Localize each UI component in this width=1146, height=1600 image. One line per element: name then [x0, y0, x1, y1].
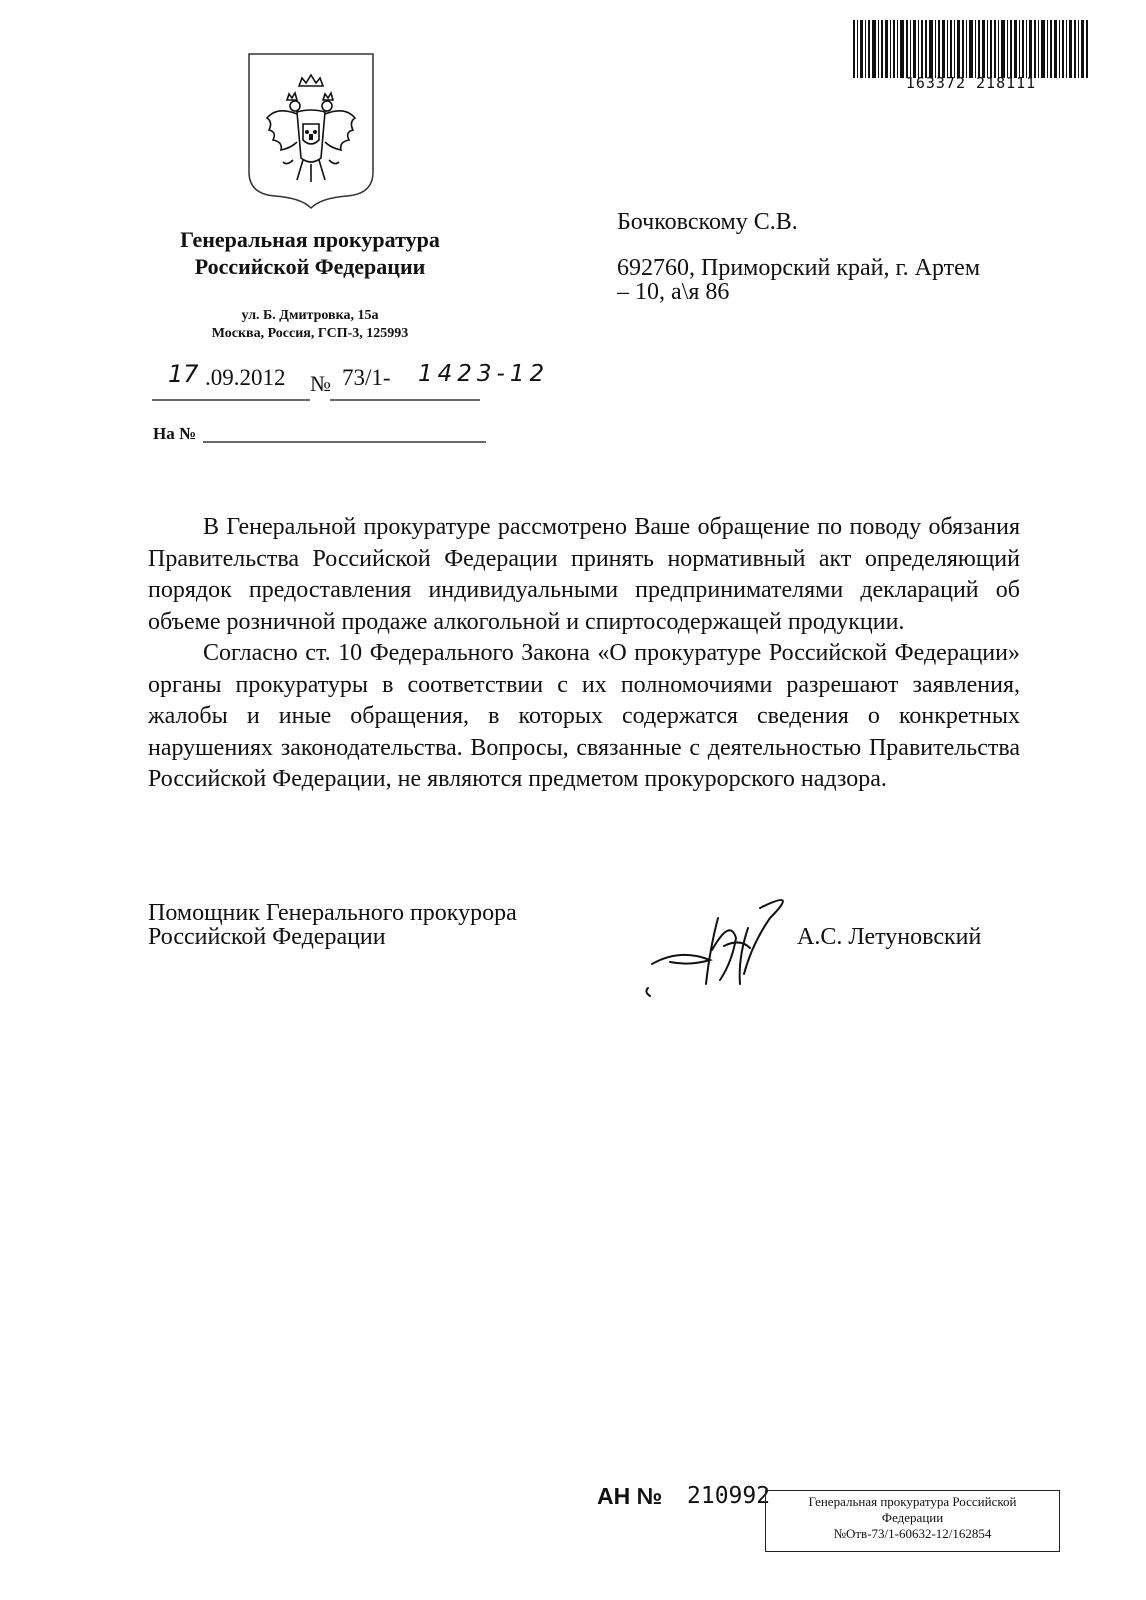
handwritten-signature — [640, 888, 810, 998]
body-paragraph-2: Согласно ст. 10 Федерального Закона «О прокуратуре Российской Федерации» органы прокуратуры в соответствии с их полномочиями разрешают заявления, жалобы и иные обращения, в которых содержатся сведения о конкретных нарушениях законодательства. Вопросы, связанные с деятельностью Правительства Российской Федерации, не являются предметом прокурорского надзора. — [148, 640, 1020, 792]
form-number: 210992 — [687, 1483, 771, 1509]
letter-body — [148, 512, 1020, 796]
signer-name: А.С. Летуновский — [797, 924, 982, 950]
organization-name-line1: Генеральная прокуратура — [180, 227, 440, 252]
number-label: № — [310, 371, 331, 396]
stamp-line2: Федерации — [881, 1510, 944, 1525]
signer-title-line2: Российской Федерации — [148, 924, 386, 950]
coat-of-arms-emblem — [247, 48, 375, 210]
reference-number-underline — [203, 420, 488, 446]
handwritten-number: 1423-12 — [418, 361, 550, 387]
document-number-prefix: 73/1- — [342, 365, 391, 390]
organization-name — [140, 226, 480, 280]
barcode — [851, 20, 1091, 92]
recipient-address-line2: – 10, а\я 86 — [617, 279, 730, 305]
recipient-address — [617, 256, 1037, 304]
signer-title — [148, 901, 517, 949]
recipient-name: Бочковскому С.В. — [617, 209, 798, 235]
form-label: АН № — [597, 1483, 663, 1509]
stamp-line3: №Отв-73/1-60632-12/162854 — [833, 1526, 992, 1541]
barcode-bars — [851, 20, 1091, 78]
registration-stamp — [765, 1490, 1060, 1552]
barcode-digits: 163372 218111 — [905, 74, 1037, 92]
body-paragraph-1: В Генеральной прокуратуре рассмотрено Ваше обращение по поводу обязания Правительства Российской Федерации принять нормативный акт определяющий порядок предоставления индивидуальными предпринимателями деклараций об объеме розничной продаже алкогольной и спиртосодержащей продукции. — [148, 514, 1020, 635]
handwritten-day: 17 — [168, 360, 199, 388]
organization-address-line1: ул. Б. Дмитровка, 15а — [241, 308, 379, 323]
organization-address-line2: Москва, Россия, ГСП-3, 125993 — [211, 326, 409, 341]
organization-name-line2: Российской Федерации — [194, 254, 426, 279]
document-date: .09.2012 — [205, 365, 286, 390]
organization-address — [170, 307, 450, 343]
signer-title-line1: Помощник Генерального прокурора — [148, 900, 517, 926]
reference-number-label: На № — [153, 424, 197, 443]
stamp-line1: Генеральная прокуратура Российской — [808, 1494, 1017, 1509]
recipient-address-line1: 692760, Приморский край, г. Артем — [617, 255, 980, 281]
